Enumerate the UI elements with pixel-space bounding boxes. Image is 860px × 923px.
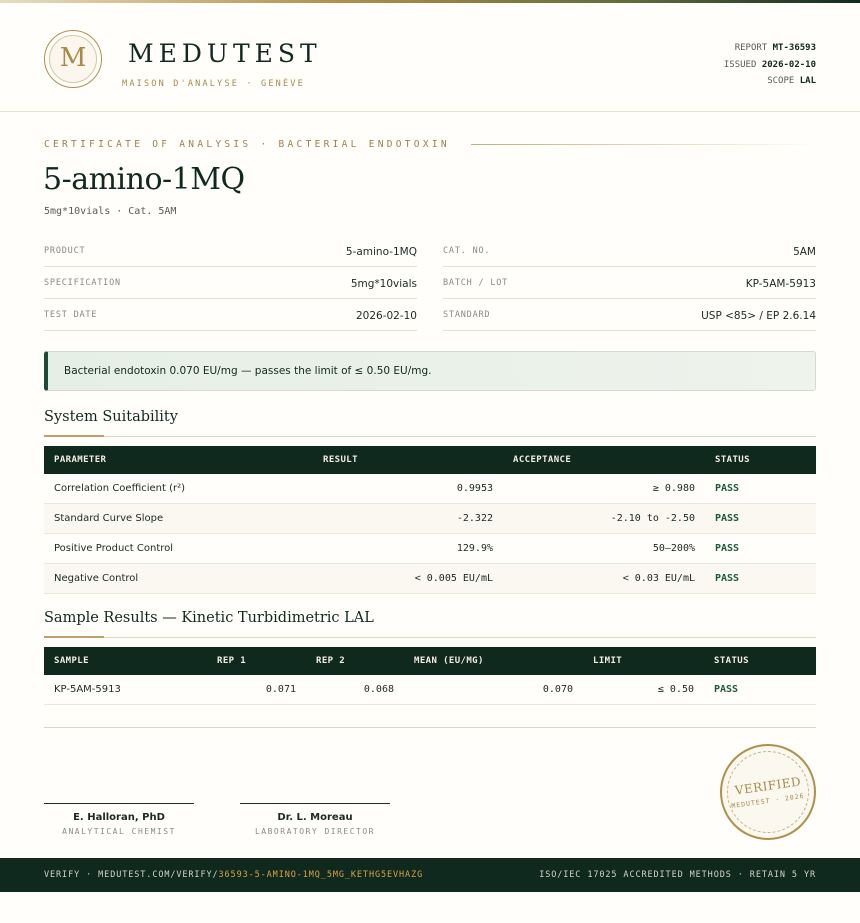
status-badge: PASS — [705, 534, 816, 564]
result-banner-text: Bacterial endotoxin 0.070 EU/mg — passes the limit of ≤ 0.50 EU/mg. — [64, 365, 432, 377]
result-cell: 129.9% — [313, 534, 503, 564]
section-divider — [44, 637, 816, 638]
meta-report: REPORT MT-36593 — [734, 43, 816, 53]
acceptance-cell: 50–200% — [503, 534, 705, 564]
signature-block — [240, 803, 390, 836]
table-row — [44, 504, 816, 534]
field-value: 5mg*10vials — [350, 278, 417, 290]
sample-results-table — [44, 647, 816, 705]
field-row — [443, 300, 816, 331]
signatory-name: E. Halloran, PhD — [73, 812, 165, 823]
status-badge: PASS — [705, 474, 816, 504]
meta-issued: ISSUED 2026-02-10 — [723, 59, 816, 70]
column-header: STATUS — [704, 647, 816, 675]
parameter-cell: Standard Curve Slope — [44, 504, 313, 534]
status-badge: PASS — [704, 675, 816, 705]
field-row — [44, 300, 417, 331]
field-value: USP <85> / EP 2.6.14 — [701, 310, 816, 322]
field-label: CAT. NO. — [443, 246, 491, 256]
signature-block — [44, 803, 194, 836]
seal-word: VERIFIED — [734, 774, 802, 798]
footer-bar — [0, 858, 860, 892]
field-value: 5AM — [793, 246, 816, 258]
section-accent — [44, 435, 104, 437]
result-banner — [44, 351, 816, 391]
rep1-cell: 0.071 — [207, 675, 306, 705]
section-divider — [44, 436, 816, 437]
status-badge: PASS — [705, 504, 816, 534]
system-suitability-table — [44, 446, 816, 594]
system-suitability-title: System Suitability — [44, 409, 178, 425]
signatory-role: ANALYTICAL CHEMIST — [62, 827, 176, 836]
field-row — [44, 268, 417, 299]
parameter-cell: Positive Product Control — [44, 534, 313, 564]
acceptance-cell: -2.10 to -2.50 — [503, 504, 705, 534]
column-header: PARAMETER — [44, 446, 313, 474]
mean-cell: 0.070 — [404, 675, 583, 705]
field-row — [443, 236, 816, 267]
field-label: BATCH / LOT — [443, 278, 509, 288]
field-value: KP-5AM-5913 — [745, 278, 816, 290]
fields-left-column — [44, 236, 417, 332]
fields-right-column — [443, 236, 816, 332]
table-row — [44, 564, 816, 594]
field-row — [443, 268, 816, 299]
acceptance-cell: ≥ 0.980 — [503, 474, 705, 504]
verified-seal — [720, 744, 816, 840]
table-row — [44, 675, 816, 705]
result-cell: 0.9953 — [313, 474, 503, 504]
rep2-cell: 0.068 — [306, 675, 404, 705]
section-accent — [44, 636, 104, 638]
product-title: 5-amino-1MQ — [43, 162, 245, 197]
result-cell: < 0.005 EU/mL — [313, 564, 503, 594]
signatory-name: Dr. L. Moreau — [277, 812, 353, 823]
brand-tagline: MAISON D'ANALYSE · GENÈVE — [122, 79, 305, 89]
field-label: STANDARD — [443, 310, 491, 320]
verify-link[interactable]: VERIFY · MEDUTEST.COM/VERIFY/36593-5-AMINO-1MQ_5MG_KETHG5EVHAZG — [44, 870, 424, 880]
limit-cell: ≤ 0.50 — [583, 675, 704, 705]
certificate-eyebrow: CERTIFICATE OF ANALYSIS · BACTERIAL ENDOTOXIN — [44, 139, 450, 150]
table-row — [44, 534, 816, 564]
result-cell: -2.322 — [313, 504, 503, 534]
field-label: TEST DATE — [44, 310, 98, 320]
field-value: 2026-02-10 — [355, 310, 417, 322]
signatory-role: LABORATORY DIRECTOR — [254, 827, 375, 836]
field-value: 5-amino-1MQ — [345, 246, 417, 258]
signature-divider — [44, 727, 816, 728]
logo-letter: M — [59, 43, 87, 73]
verify-code: 36593-5-AMINO-1MQ_5MG_KETHG5EVHAZG — [218, 870, 424, 880]
column-header: STATUS — [705, 446, 816, 474]
column-header: MEAN (EU/MG) — [404, 647, 583, 675]
column-header: ACCEPTANCE — [503, 446, 705, 474]
accreditation-note: ISO/IEC 17025 ACCREDITED METHODS · RETAIN 5 YR — [539, 870, 816, 880]
field-label: PRODUCT — [44, 246, 86, 256]
logo-emblem — [44, 30, 102, 88]
column-header: RESULT — [313, 446, 503, 474]
column-header: LIMIT — [583, 647, 704, 675]
eyebrow-divider — [471, 144, 816, 145]
brand-name: MEDUTEST — [128, 39, 322, 68]
meta-scope: SCOPE LAL — [767, 76, 816, 86]
table-header-row — [44, 647, 816, 675]
seal-subtext: MEDUTEST · 2026 — [730, 791, 806, 811]
parameter-cell: Correlation Coefficient (r²) — [44, 474, 313, 504]
table-header-row — [44, 446, 816, 474]
column-header: REP 1 — [207, 647, 306, 675]
header — [0, 3, 860, 112]
parameter-cell: Negative Control — [44, 564, 313, 594]
sample-results-title: Sample Results — Kinetic Turbidimetric LAL — [44, 610, 374, 626]
field-label: SPECIFICATION — [44, 278, 121, 288]
column-header: SAMPLE — [44, 647, 207, 675]
product-subtitle: 5mg*10vials · Cat. 5AM — [44, 206, 177, 217]
report-meta — [724, 40, 816, 90]
acceptance-cell: < 0.03 EU/mL — [503, 564, 705, 594]
sample-cell: KP-5AM-5913 — [44, 675, 207, 705]
field-row — [44, 236, 417, 267]
table-row — [44, 474, 816, 504]
column-header: REP 2 — [306, 647, 404, 675]
status-badge: PASS — [705, 564, 816, 594]
